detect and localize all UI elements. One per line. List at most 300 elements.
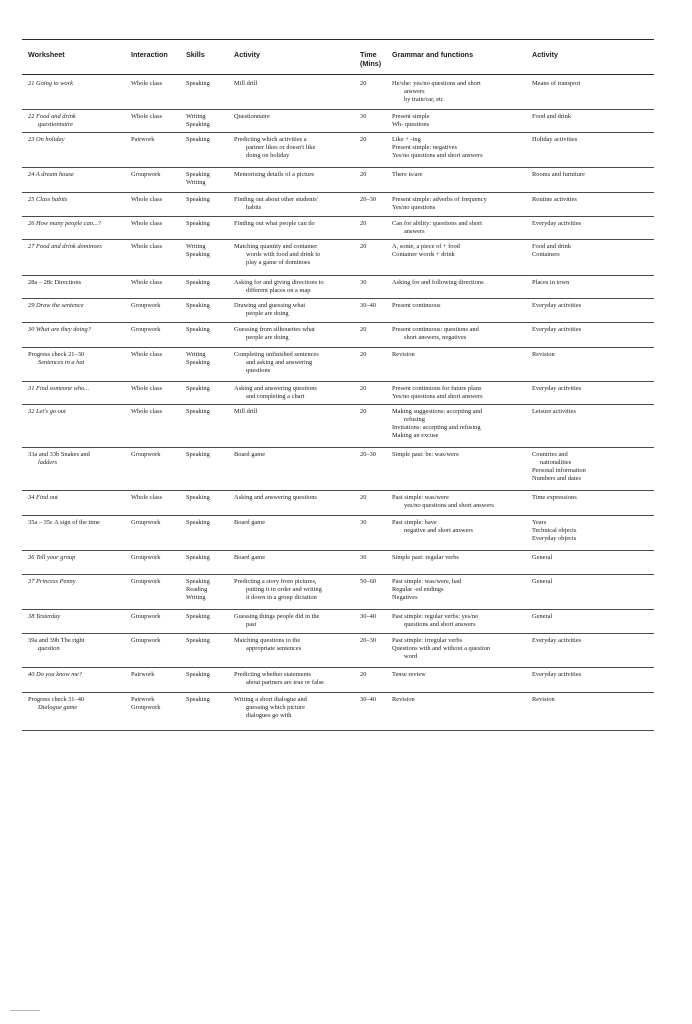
time-cell xyxy=(360,494,392,502)
grammar-cell-line: questions and short answers xyxy=(404,621,476,629)
interaction-cell-line: Groupwork xyxy=(131,704,161,712)
topic-cell-line: General xyxy=(532,554,553,561)
header-activity: Activity xyxy=(234,50,260,59)
grammar-cell xyxy=(392,578,544,602)
activity-cell-line: Guessing things people did in the xyxy=(234,613,320,620)
time-cell-line: 30 xyxy=(360,554,367,561)
row-divider xyxy=(22,609,654,610)
topic-cell-line: Food and drink xyxy=(532,113,572,120)
skills-cell-line: Speaking xyxy=(186,326,210,333)
activity-cell-line: about partners are true or false xyxy=(246,679,324,687)
time-cell xyxy=(360,696,392,704)
skills-cell xyxy=(186,451,228,459)
header-worksheet: Worksheet xyxy=(28,50,65,59)
table-row xyxy=(22,385,662,401)
activity-cell-line: people are doing xyxy=(246,334,289,342)
time-cell xyxy=(360,243,392,251)
table-row xyxy=(22,302,662,318)
time-cell-line: 20 xyxy=(360,243,367,250)
grammar-cell-line: Making an excuse xyxy=(392,432,439,440)
worksheet-cell-line: 35a – 35c A sign of the time xyxy=(28,519,100,526)
table-row xyxy=(22,80,662,104)
activity-cell-line: and completing a chart xyxy=(246,393,305,401)
topic-cell-line: Holiday activities xyxy=(532,136,578,143)
activity-cell-line: Board game xyxy=(234,519,266,526)
activity-cell-line: Writing a short dialogue and xyxy=(234,696,307,703)
grammar-cell xyxy=(392,671,544,679)
worksheet-cell xyxy=(28,494,134,502)
time-cell-line: 30 xyxy=(360,113,367,120)
row-divider xyxy=(22,730,654,731)
row-divider xyxy=(22,490,654,491)
topic-cell xyxy=(532,220,652,228)
activity-cell-line: putting it in order and writing xyxy=(246,586,322,594)
grammar-cell xyxy=(392,519,544,535)
activity-cell-line: Mill drill xyxy=(234,80,258,87)
activity-cell-line: Guessing from silhouettes what xyxy=(234,326,315,333)
worksheet-cell xyxy=(28,408,134,416)
interaction-cell-line: Whole class xyxy=(131,385,163,392)
worksheet-cell-line: ladders xyxy=(38,459,58,467)
header-time-unit: (Mins) xyxy=(360,59,382,68)
topic-cell xyxy=(532,554,652,562)
activity-cell-line: Predicting whether statements xyxy=(234,671,312,678)
activity-cell-line: Finding out about other students' xyxy=(234,196,318,203)
table-row xyxy=(22,279,662,295)
worksheet-cell xyxy=(28,302,134,310)
worksheet-cell xyxy=(28,637,134,653)
topic-cell xyxy=(532,302,652,310)
header-interaction: Interaction xyxy=(131,50,168,59)
grammar-cell-line: word xyxy=(404,653,418,661)
worksheet-cell-line: 32 Let's go out xyxy=(28,408,66,415)
activity-cell xyxy=(234,637,362,653)
interaction-cell-line: Whole class xyxy=(131,80,163,87)
topic-cell-line: General xyxy=(532,613,553,620)
activity-cell xyxy=(234,578,362,602)
activity-cell-line: and asking and answering xyxy=(246,359,313,367)
interaction-cell xyxy=(131,171,187,179)
skills-cell xyxy=(186,519,228,527)
activity-cell xyxy=(234,671,362,687)
table-row xyxy=(22,351,662,375)
interaction-cell-line: Whole class xyxy=(131,220,163,227)
time-cell xyxy=(360,408,392,416)
skills-cell-line: Speaking xyxy=(186,494,210,501)
skills-cell-line: Speaking xyxy=(186,408,210,415)
skills-cell-line: Speaking xyxy=(186,196,210,203)
activity-cell xyxy=(234,554,362,562)
grammar-cell-line: answers xyxy=(404,228,425,236)
worksheet-cell xyxy=(28,696,134,712)
time-cell-line: 20 xyxy=(360,671,367,678)
grammar-cell-line: Revision xyxy=(392,696,415,703)
activity-cell-line: it down in a group dictation xyxy=(246,594,317,602)
grammar-cell-line: Past simple: was/were xyxy=(392,494,449,501)
row-divider xyxy=(22,574,654,575)
activity-cell xyxy=(234,613,362,629)
table-row xyxy=(22,171,662,187)
interaction-cell-line: Groupwork xyxy=(131,326,161,333)
row-divider xyxy=(22,216,654,217)
row-divider xyxy=(22,550,654,551)
table-row xyxy=(22,494,662,510)
topic-cell xyxy=(532,243,652,259)
skills-cell xyxy=(186,196,228,204)
activity-cell-line: doing on holiday xyxy=(246,152,290,160)
grammar-cell-line: Making suggestions: accepting and xyxy=(392,408,482,415)
activity-cell xyxy=(234,113,362,121)
interaction-cell xyxy=(131,220,187,228)
skills-cell xyxy=(186,554,228,562)
table-row xyxy=(22,637,662,661)
topic-cell-line: Revision xyxy=(532,351,555,358)
topic-cell-line: Places in town xyxy=(532,279,570,286)
interaction-cell-line: Groupwork xyxy=(131,637,161,644)
activity-cell-line: partner likes or doesn't like xyxy=(246,144,316,152)
header-time: Time xyxy=(360,50,377,59)
skills-cell-line: Speaking xyxy=(186,251,210,259)
time-cell-line: 20 xyxy=(360,385,367,392)
worksheet-cell xyxy=(28,351,134,367)
time-cell-line: 20 xyxy=(360,220,367,227)
table-row xyxy=(22,326,662,342)
grammar-cell xyxy=(392,385,544,401)
grammar-cell-line: Yes/no questions and short answers xyxy=(392,152,483,160)
worksheet-cell-line: 40 Do you know me? xyxy=(28,671,82,678)
table-row xyxy=(22,613,662,629)
skills-cell-line: Speaking xyxy=(186,637,210,644)
topic-cell xyxy=(532,408,652,416)
grammar-cell-line: Past simple: irregular verbs xyxy=(392,637,463,644)
grammar-cell-line: by train/car, etc xyxy=(404,96,444,104)
interaction-cell-line: Pairwork xyxy=(131,671,155,678)
skills-cell-line: Speaking xyxy=(186,385,210,392)
skills-cell-line: Speaking xyxy=(186,279,210,286)
interaction-cell xyxy=(131,408,187,416)
grammar-cell-line: Invitations: accepting and refusing xyxy=(392,424,481,432)
activity-cell-line: past xyxy=(246,621,257,629)
interaction-cell xyxy=(131,113,187,121)
grammar-cell xyxy=(392,279,544,287)
skills-cell-line: Speaking xyxy=(186,696,210,703)
activity-cell xyxy=(234,519,362,527)
interaction-cell xyxy=(131,451,187,459)
grammar-cell xyxy=(392,243,544,259)
activity-cell-line: words with food and drink to xyxy=(246,251,321,259)
topic-cell xyxy=(532,171,652,179)
time-cell xyxy=(360,578,392,586)
grammar-cell-line: Regular -ed endings xyxy=(392,586,444,594)
activity-cell xyxy=(234,385,362,401)
topic-cell xyxy=(532,451,652,483)
topic-cell-line: Rooms and furniture xyxy=(532,171,585,178)
grammar-cell xyxy=(392,196,544,212)
interaction-cell xyxy=(131,696,187,712)
grammar-cell-line: Asking for and following directions xyxy=(392,279,484,286)
topic-cell-line: nationalities xyxy=(540,459,572,467)
worksheet-cell-line: 38 Yesterday xyxy=(28,613,61,620)
skills-cell-line: Writing xyxy=(186,594,206,602)
activity-cell-line: Memorising details of a picture xyxy=(234,171,315,178)
worksheet-cell-line: 25 Class habits xyxy=(28,196,68,203)
time-cell-line: 20–30 xyxy=(360,451,376,458)
activity-cell-line: Completing unfinished sentences xyxy=(234,351,319,358)
topic-cell-line: Numbers and dates xyxy=(532,475,581,483)
activity-cell-line: Finding out what people can do xyxy=(234,220,315,227)
activity-cell-line: Predicting which activities a xyxy=(234,136,307,143)
topic-cell xyxy=(532,637,652,645)
activity-cell-line: Predicting a story from pictures, xyxy=(234,578,317,585)
interaction-cell xyxy=(131,637,187,645)
grammar-cell-line: Present continuous for future plans xyxy=(392,385,482,392)
time-cell-line: 30–40 xyxy=(360,696,376,703)
skills-cell xyxy=(186,578,228,602)
worksheet-cell-line: 30 What are they doing? xyxy=(28,326,91,333)
interaction-cell-line: Whole class xyxy=(131,196,163,203)
row-divider xyxy=(22,404,654,405)
table-row xyxy=(22,696,662,720)
grammar-cell xyxy=(392,613,544,629)
worksheet-cell xyxy=(28,196,134,204)
skills-cell-line: Speaking xyxy=(186,302,210,309)
worksheet-cell-line: 21 Going to work xyxy=(28,80,73,87)
time-cell xyxy=(360,302,392,310)
interaction-cell xyxy=(131,351,187,359)
row-divider xyxy=(22,298,654,299)
grammar-cell xyxy=(392,302,544,310)
grammar-cell xyxy=(392,408,544,440)
interaction-cell-line: Groupwork xyxy=(131,451,161,458)
table-row xyxy=(22,196,662,212)
grammar-cell xyxy=(392,113,544,129)
time-cell xyxy=(360,113,392,121)
skills-cell xyxy=(186,385,228,393)
skills-cell-line: Writing xyxy=(186,243,206,250)
activity-cell xyxy=(234,696,362,720)
worksheet-cell-line: question xyxy=(38,645,60,653)
skills-cell xyxy=(186,351,228,367)
time-cell xyxy=(360,326,392,334)
time-cell xyxy=(360,554,392,562)
topic-cell-line: Technical objects xyxy=(532,527,577,535)
table-row xyxy=(22,554,662,562)
topic-cell-line: Everyday activities xyxy=(532,326,582,333)
worksheet-cell xyxy=(28,80,134,88)
topic-cell xyxy=(532,279,652,287)
activity-cell-line: Board game xyxy=(234,451,266,458)
time-cell-line: 30–40 xyxy=(360,302,376,309)
topic-cell xyxy=(532,613,652,621)
grammar-cell-line: Present continuous: questions and xyxy=(392,326,479,333)
grammar-cell-line: Present continuous xyxy=(392,302,441,309)
skills-cell-line: Speaking xyxy=(186,554,210,561)
grammar-cell xyxy=(392,451,544,459)
time-cell-line: 30 xyxy=(360,519,367,526)
skills-cell-line: Writing xyxy=(186,351,206,358)
time-cell-line: 30 xyxy=(360,279,367,286)
interaction-cell-line: Whole class xyxy=(131,113,163,120)
grammar-cell xyxy=(392,494,544,510)
interaction-cell-line: Whole class xyxy=(131,243,163,250)
worksheet-cell xyxy=(28,171,134,179)
activity-cell-line: Matching quantity and container xyxy=(234,243,318,250)
interaction-cell xyxy=(131,671,187,679)
skills-cell-line: Reading xyxy=(186,586,208,594)
worksheet-cell-line: 26 How many people can...? xyxy=(28,220,101,227)
grammar-cell-line: There is/are xyxy=(392,171,423,178)
grammar-cell-line: Present simple: negatives xyxy=(392,144,457,152)
scan-mark xyxy=(10,1010,40,1011)
grammar-cell-line: Yes/no questions xyxy=(392,204,436,212)
worksheet-cell xyxy=(28,613,134,621)
activity-cell xyxy=(234,302,362,318)
interaction-cell xyxy=(131,196,187,204)
worksheet-cell-line: 39a and 39b The right xyxy=(28,637,85,644)
row-divider xyxy=(22,667,654,668)
grammar-cell xyxy=(392,326,544,342)
time-cell xyxy=(360,136,392,144)
row-divider xyxy=(22,109,654,110)
row-divider xyxy=(22,633,654,634)
worksheet-cell-line: 33a and 33b Snakes and xyxy=(28,451,90,458)
grammar-cell-line: Present simple: adverbs of frequency xyxy=(392,196,487,203)
skills-cell xyxy=(186,80,228,88)
topic-cell xyxy=(532,494,652,502)
time-cell xyxy=(360,80,392,88)
activity-cell-line: dialogues go with xyxy=(246,712,292,720)
interaction-cell-line: Groupwork xyxy=(131,171,161,178)
interaction-cell-line: Pairwork xyxy=(131,696,155,703)
time-cell-line: 20 xyxy=(360,351,367,358)
skills-cell-line: Speaking xyxy=(186,136,210,143)
grammar-cell-line: Wh- questions xyxy=(392,121,430,129)
worksheet-cell-line: Progress check 31–40 xyxy=(28,696,85,703)
worksheet-cell xyxy=(28,554,134,562)
time-cell-line: 20 xyxy=(360,171,367,178)
activity-cell xyxy=(234,196,362,212)
header-skills: Skills xyxy=(186,50,205,59)
grammar-cell-line: Past simple: was/were, had xyxy=(392,578,462,585)
worksheet-cell xyxy=(28,243,134,251)
grammar-cell-line: Simple past: regular verbs xyxy=(392,554,459,561)
time-cell xyxy=(360,637,392,645)
worksheet-cell-line: 24 A dream house xyxy=(28,171,74,178)
worksheet-cell-line: 29 Draw the sentence xyxy=(28,302,84,309)
topic-cell xyxy=(532,385,652,393)
table-row xyxy=(22,408,662,440)
topic-cell xyxy=(532,696,652,704)
skills-cell-line: Writing xyxy=(186,179,206,187)
grammar-cell xyxy=(392,136,544,160)
time-cell-line: 20 xyxy=(360,408,367,415)
grammar-cell-line: Past simple: regular verbs: yes/no xyxy=(392,613,479,620)
interaction-cell-line: Groupwork xyxy=(131,519,161,526)
row-divider xyxy=(22,692,654,693)
worksheet-cell xyxy=(28,220,134,228)
activity-cell-line: Matching questions to the xyxy=(234,637,301,644)
grammar-cell xyxy=(392,637,544,661)
grammar-cell-line: negative and short answers xyxy=(404,527,474,535)
skills-cell-line: Speaking xyxy=(186,220,210,227)
interaction-cell xyxy=(131,385,187,393)
topic-cell-line: Everyday activities xyxy=(532,637,582,644)
worksheet-cell-line: Progress check 21–30 xyxy=(28,351,85,358)
grammar-cell xyxy=(392,220,544,236)
grammar-cell-line: Like + -ing xyxy=(392,136,421,143)
topic-cell xyxy=(532,196,652,204)
topic-cell-line: Revision xyxy=(532,696,555,703)
interaction-cell-line: Groupwork xyxy=(131,554,161,561)
topic-cell-line: Everyday activities xyxy=(532,220,582,227)
topic-cell-line: Years xyxy=(532,519,547,526)
grammar-cell xyxy=(392,80,544,104)
worksheet-cell-line: 27 Food and drink dominoes xyxy=(28,243,102,250)
time-cell xyxy=(360,171,392,179)
table-header xyxy=(22,50,662,72)
time-cell xyxy=(360,385,392,393)
skills-cell-line: Speaking xyxy=(186,80,210,87)
interaction-cell-line: Groupwork xyxy=(131,302,161,309)
grammar-cell xyxy=(392,696,544,704)
skills-cell xyxy=(186,326,228,334)
skills-cell xyxy=(186,671,228,679)
topic-cell-line: Time expressions xyxy=(532,494,577,501)
row-divider xyxy=(22,132,654,133)
grammar-cell-line: Can for ability: questions and short xyxy=(392,220,482,227)
topic-cell xyxy=(532,80,652,88)
topic-cell-line: Leisure activities xyxy=(532,408,576,415)
skills-cell xyxy=(186,696,228,704)
row-divider xyxy=(22,167,654,168)
header-rule xyxy=(22,74,654,75)
activity-cell-line: guessing which picture xyxy=(246,704,305,712)
grammar-cell xyxy=(392,351,544,359)
skills-cell xyxy=(186,302,228,310)
row-divider xyxy=(22,192,654,193)
row-divider xyxy=(22,275,654,276)
table-row xyxy=(22,220,662,236)
skills-cell-line: Speaking xyxy=(186,451,210,458)
interaction-cell xyxy=(131,494,187,502)
interaction-cell-line: Whole class xyxy=(131,279,163,286)
skills-cell xyxy=(186,220,228,228)
interaction-cell xyxy=(131,279,187,287)
interaction-cell-line: Groupwork xyxy=(131,578,161,585)
interaction-cell-line: Whole class xyxy=(131,494,163,501)
grammar-cell-line: refusing xyxy=(404,416,425,424)
skills-cell xyxy=(186,408,228,416)
topic-cell-line: Everyday activities xyxy=(532,385,582,392)
interaction-cell xyxy=(131,136,187,144)
skills-cell xyxy=(186,136,228,144)
table-row xyxy=(22,113,662,129)
worksheet-cell-line: Sentences in a hat xyxy=(38,359,85,367)
time-cell xyxy=(360,451,392,459)
skills-cell-line: Speaking xyxy=(186,171,210,178)
activity-cell xyxy=(234,494,362,502)
time-cell xyxy=(360,351,392,359)
header-grammar: Grammar and functions xyxy=(392,50,474,59)
activity-cell-line: Asking and answering questions xyxy=(234,385,317,392)
row-divider xyxy=(22,515,654,516)
time-cell-line: 30–40 xyxy=(360,613,376,620)
worksheet-cell-line: Dialogue game xyxy=(38,704,78,712)
time-cell-line: 20 xyxy=(360,136,367,143)
time-cell xyxy=(360,613,392,621)
worksheet-cell-line: 37 Princess Penny xyxy=(28,578,76,585)
row-divider xyxy=(22,239,654,240)
